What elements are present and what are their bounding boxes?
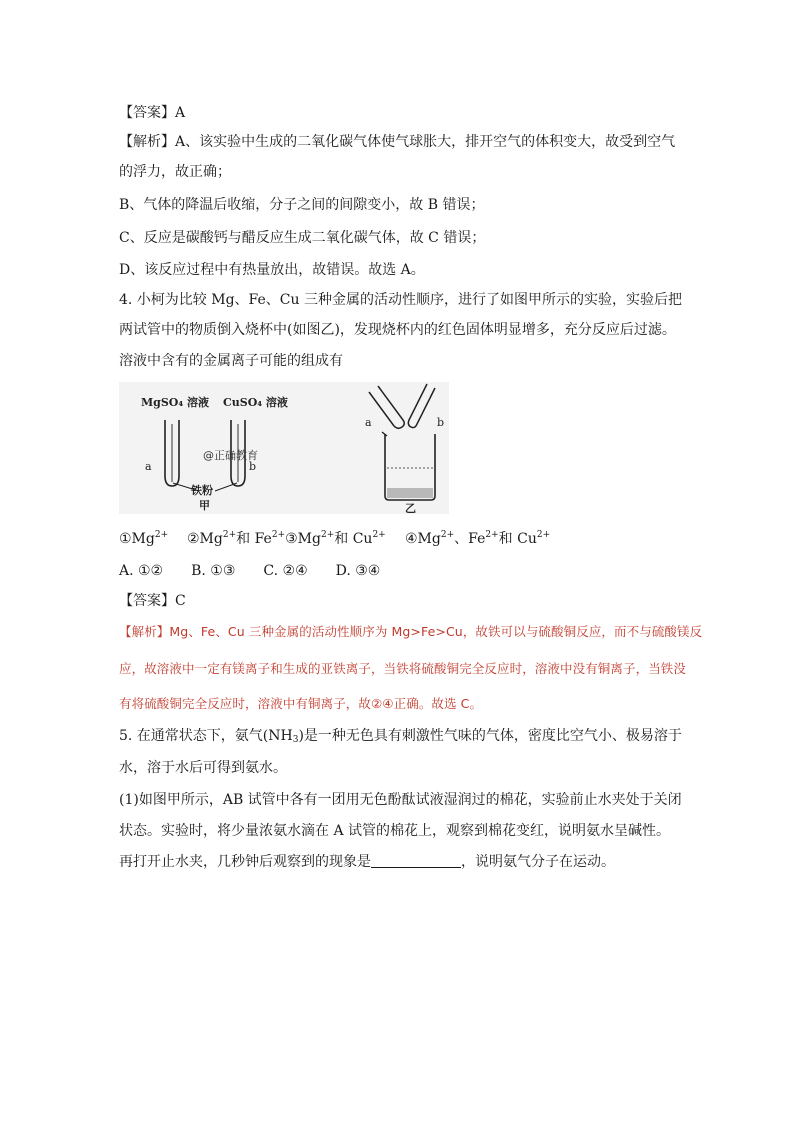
question-5-line-1: 5. 在通常状态下，氨气$(NH_3)$是一种无色具有刺激性气味的气体，密度比空气小、极易溶于 (119, 728, 682, 745)
analysis-line-3: B、气体的降温后收缩，分子之间的间隙变小，故 B 错误； (119, 197, 485, 213)
question-4-line-3: 溶液中含有的金属离子可能的组成有 (119, 353, 343, 369)
label-iron-powder: 铁粉 (191, 484, 213, 497)
label-beaker-a: a (365, 416, 372, 429)
answer-blank[interactable] (371, 853, 461, 868)
question-5-line-2: 水，溶于水后可得到氨水。 (119, 760, 287, 776)
analysis-line-5: D、该反应过程中有热量放出，故错误。故选 A。 (119, 262, 425, 278)
question-4-line-1: 4. 小柯为比较 Mg、Fe、Cu 三种金属的活动性顺序，进行了如图甲所示的实验，实验后把 (119, 292, 682, 308)
analysis-line-4: C、反应是碳酸钙与醋反应生成二氧化碳气体，故 C 错误； (119, 230, 486, 246)
option-2: $②Mg^{2+}$和 $Fe^{2+}③Mg^{2+}$和 $Cu^{2+}$ (187, 530, 386, 547)
answer-heading-2: 【答案】C (119, 593, 186, 609)
label-mgso4: MgSO₄ 溶液 (141, 396, 210, 409)
answer-heading-1: 【答案】A (119, 105, 186, 121)
experiment-figure (119, 382, 449, 514)
question-5-line-3: (1)如图甲所示，AB 试管中各有一团用无色酚酞试液湿润过的棉花，实验前止水夹处于关闭 (119, 792, 682, 808)
question-4-line-2: 两试管中的物质倒入烧杯中(如图乙)，发现烧杯内的红色固体明显增多，充分反应后过滤。 (119, 322, 676, 338)
red-analysis-line-3: 有将硫酸铜完全反应时，溶液中有铜离子，故②④正确。故选 C。 (119, 696, 483, 711)
experiment-diagram (119, 382, 449, 514)
red-analysis-line-1: 【解析】Mg、Fe、Cu 三种金属的活动性顺序为 Mg>Fe>Cu，故铁可以与硫酸铜反应，而不与硫酸镁反 (119, 624, 703, 639)
label-beaker-b: b (437, 416, 445, 429)
option-4: $④Mg^{2+}$、$Fe^{2+}$和 $Cu^{2+}$ (405, 530, 551, 547)
ion-options (119, 529, 679, 549)
label-tube-a: a (145, 460, 152, 473)
red-analysis-line-2: 应，故溶液中一定有镁离子和生成的亚铁离子，当铁将硫酸铜完全反应时，溶液中没有铜离子，当铁没 (119, 661, 687, 676)
analysis-line-1: 【解析】A、该实验中生成的二氧化碳气体使气球胀大，排开空气的体积变大，故受到空气 (119, 134, 676, 150)
label-figure-yi: 乙 (405, 502, 416, 514)
analysis-line-2: 的浮力，故正确； (119, 164, 231, 180)
watermark-text: @正确教育 (203, 449, 258, 462)
label-figure-jia: 甲 (199, 499, 210, 512)
label-tube-b: b (249, 460, 257, 473)
question-5-line-5: 再打开止水夹，几秒钟后观察到的现象是 ，说明氨气分子在运动。 (119, 854, 615, 870)
option-1: $①Mg^{2+}$ (119, 530, 169, 547)
answer-choices: A. ①② B. ①③ C. ②④ D. ③④ (119, 563, 381, 579)
label-cuso4: CuSO₄ 溶液 (223, 396, 288, 409)
question-5-line-4: 状态。实验时，将少量浓氨水滴在 A 试管的棉花上，观察到棉花变红，说明氨水呈碱性。 (119, 823, 671, 839)
